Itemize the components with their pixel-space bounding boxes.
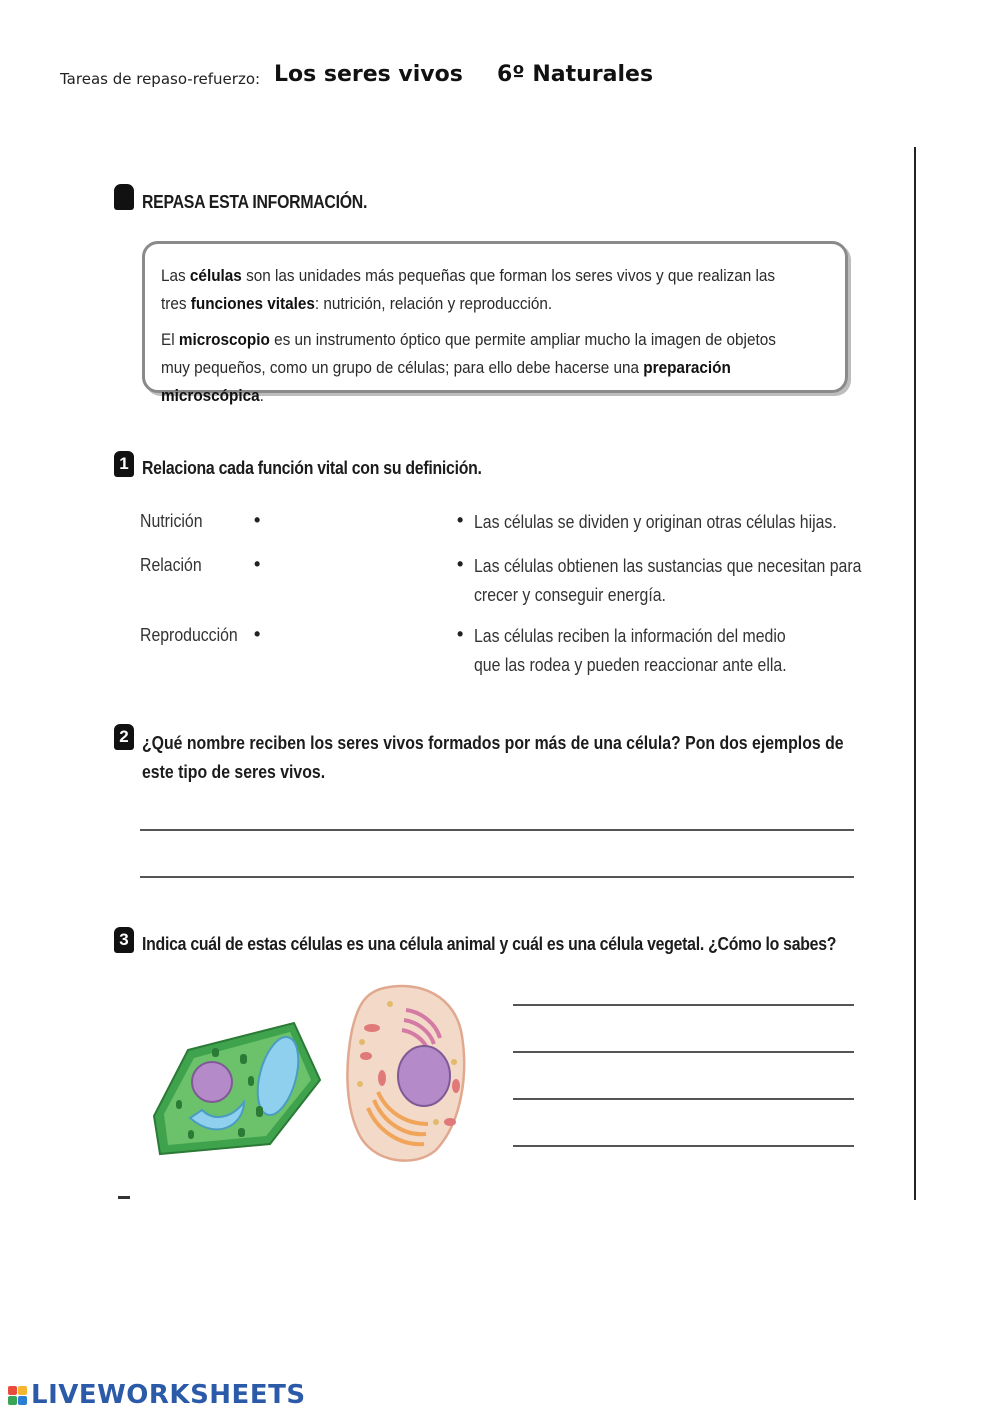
question-2-answer-line-1[interactable] — [140, 829, 854, 831]
liveworksheets-logo-text: LIVEWORKSHEETS — [31, 1380, 306, 1410]
question-1-badge: 1 — [114, 451, 134, 477]
review-heading: REPASA ESTA INFORMACIÓN. — [142, 192, 368, 212]
question-2-answer-line-2[interactable] — [140, 876, 854, 878]
definition-3: Las células reciben la información del medio que las rodea y pueden reaccionar ante ella. — [474, 626, 787, 675]
liveworksheets-logo — [8, 1380, 306, 1410]
worksheet-title: Los seres vivos — [274, 62, 463, 87]
question-2-badge: 2 — [114, 724, 134, 750]
question-2-text: ¿Qué nombre reciben los seres vivos formados por más de una célula? Pon dos ejemplos de este tipo de seres vivos. — [142, 733, 844, 782]
match-dot-left-2[interactable]: • — [254, 554, 261, 574]
function-nutricion: Nutrición — [140, 511, 203, 531]
animal-cell-image — [344, 982, 468, 1164]
header-prefix: Tareas de repaso-refuerzo: — [60, 70, 261, 88]
liveworksheets-logo-icon — [8, 1386, 27, 1405]
review-paragraph-2: El microscopio es un instrumento óptico que permite ampliar mucho la imagen de objetos muy pequeños, como un grupo de células; para ello debe hacerse una preparación microscópica. — [161, 330, 776, 405]
match-dot-left-3[interactable]: • — [254, 624, 261, 644]
question-3-answer-line-3[interactable] — [513, 1098, 854, 1100]
right-margin-rule — [914, 147, 916, 1200]
plant-cell-image — [148, 1018, 324, 1156]
review-paragraph-1: Las células son las unidades más pequeñas que forman los seres vivos y que realizan las tres funciones vitales: nutrición, relación y reproducción. — [161, 266, 776, 313]
question-3-answer-line-2[interactable] — [513, 1051, 854, 1053]
definition-1: Las células se dividen y originan otras células hijas. — [474, 512, 837, 532]
question-3-answer-line-1[interactable] — [513, 1004, 854, 1006]
worksheet-grade: 6º Naturales — [497, 62, 654, 87]
function-relacion: Relación — [140, 555, 202, 575]
function-reproduccion: Reproducción — [140, 625, 238, 645]
match-dot-right-3[interactable]: • — [457, 624, 464, 644]
question-3-badge: 3 — [114, 927, 134, 953]
question-1-text: Relaciona cada función vital con su definición. — [142, 458, 482, 478]
match-dot-left-1[interactable]: • — [254, 510, 261, 530]
page-mark — [118, 1196, 130, 1199]
match-dot-right-1[interactable]: • — [457, 510, 464, 530]
definition-2: Las células obtienen las sustancias que necesitan para crecer y conseguir energía. — [474, 556, 862, 605]
question-3-answer-line-4[interactable] — [513, 1145, 854, 1147]
match-dot-right-2[interactable]: • — [457, 554, 464, 574]
review-info-box — [142, 241, 848, 405]
question-3-text: Indica cuál de estas células es una célula animal y cuál es una célula vegetal. ¿Cómo lo sabes? — [142, 934, 837, 954]
section-bullet-icon — [114, 184, 134, 210]
